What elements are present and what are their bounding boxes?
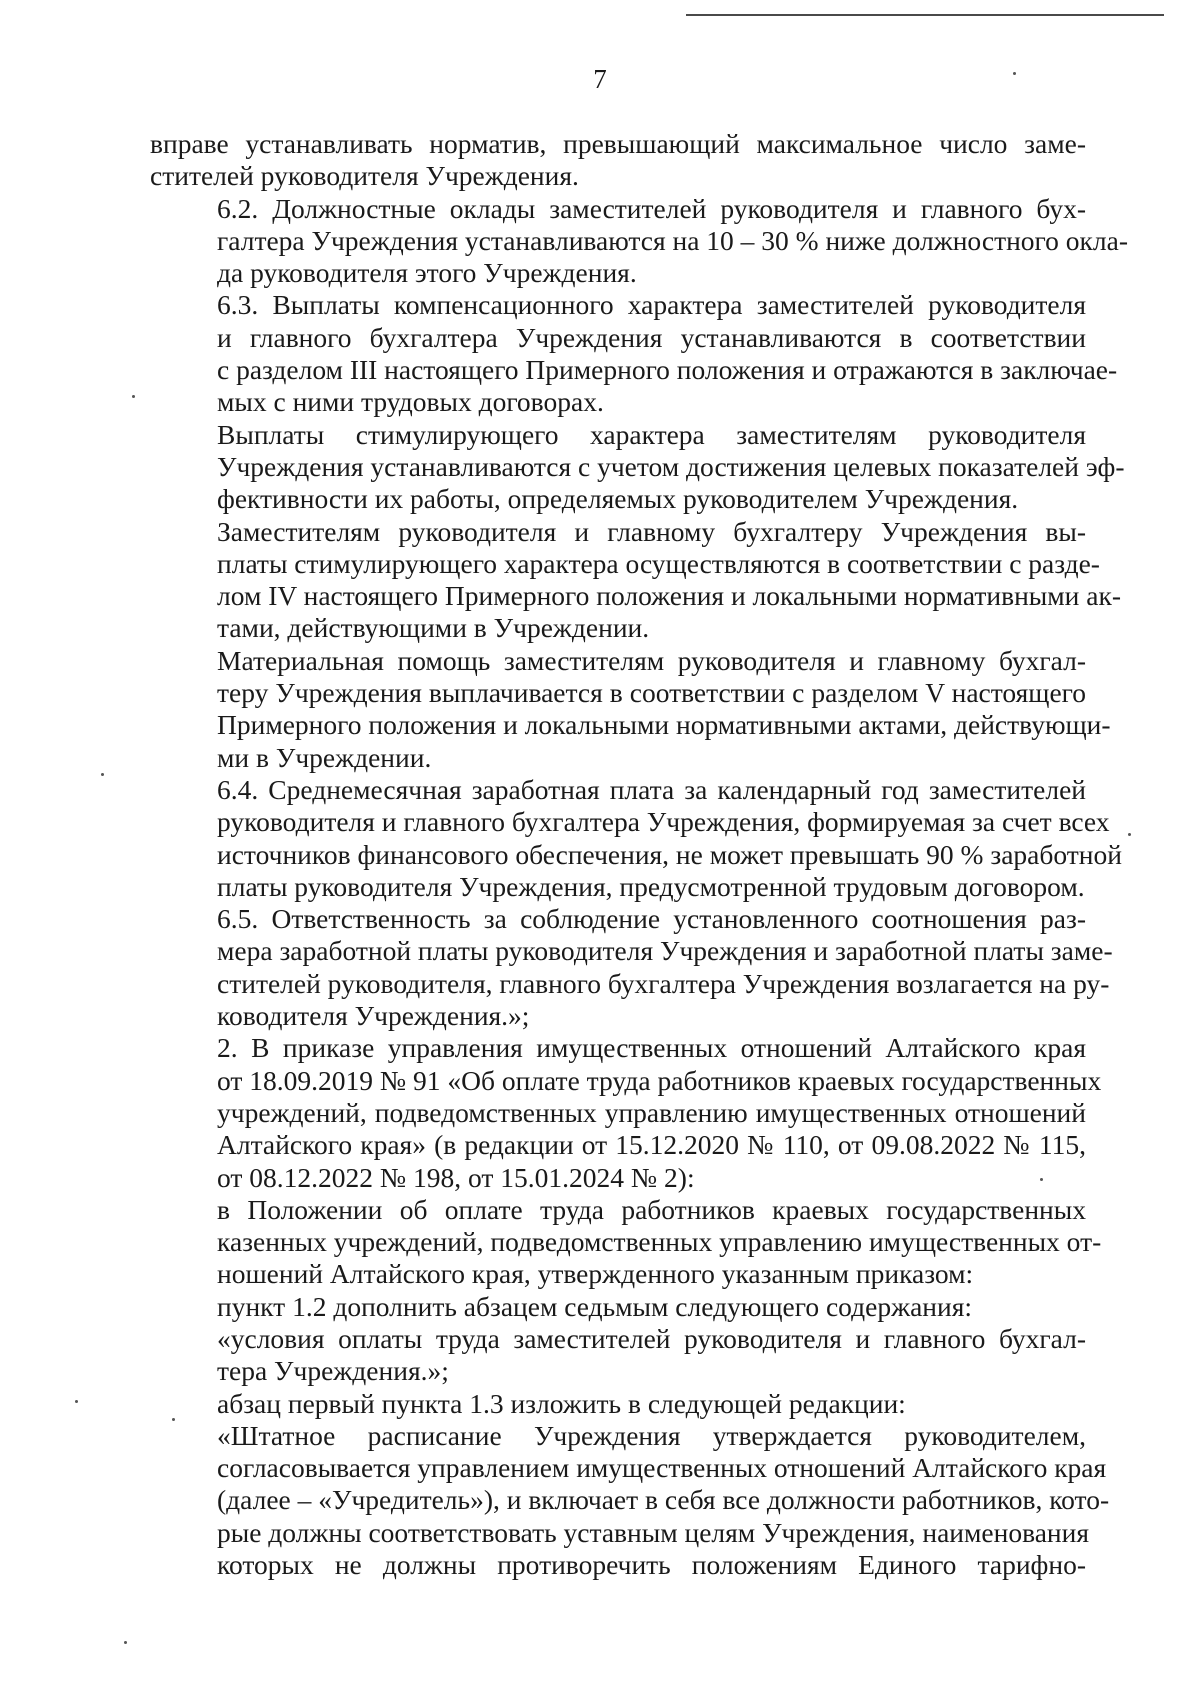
text-line: да руководителя этого Учреждения.: [217, 257, 637, 289]
paragraph-6-4: [150, 773, 1122, 903]
text-line: мера заработной платы руководителя Учреждения и заработной платы заме-: [217, 935, 1113, 967]
paragraph: [150, 418, 1125, 516]
text-line: от 08.12.2022 № 198, от 15.01.2024 № 2):: [217, 1161, 695, 1193]
paragraph: [150, 644, 1111, 774]
text-line: Учреждения устанавливаются с учетом достижения целевых показателей эф-: [217, 450, 1125, 482]
text-line: в Положении об оплате труда работников краевых государственных: [217, 1193, 1086, 1225]
scan-speck: [132, 395, 135, 398]
text-line: учреждений, подведомственных управлению имущественных отношений: [217, 1096, 1086, 1128]
top-rule: [686, 14, 1164, 16]
text-line: Алтайского края» (в редакции от 15.12.2020 № 110, от 09.08.2022 № 115,: [217, 1129, 1086, 1161]
paragraph-6-2: [150, 192, 1128, 290]
paragraph: [150, 128, 1086, 193]
page-number: 7: [593, 64, 607, 94]
text-line: платы руководителя Учреждения, предусмотренной трудовым договором.: [217, 870, 1085, 902]
text-line: с разделом III настоящего Примерного положения и отражаются в заключае-: [217, 354, 1118, 386]
text-line: тера Учреждения.»;: [217, 1355, 449, 1387]
text-line: рые должны соответствовать уставным целям Учреждения, наименования: [217, 1516, 1089, 1548]
text-line: Выплаты стимулирующего характера заместителям руководителя: [217, 418, 1086, 450]
text-line: Примерного положения и локальными нормативными актами, действующи-: [217, 709, 1111, 741]
scan-speck: [101, 773, 104, 776]
text-line: мых с ними трудовых договорах.: [217, 386, 604, 418]
text-line: казенных учреждений, подведомственных управлению имущественных от-: [217, 1226, 1102, 1258]
text-line: ми в Учреждении.: [217, 741, 432, 773]
document-body: [150, 128, 1128, 1581]
text-line: согласовывается управлением имущественных отношений Алтайского края: [217, 1452, 1107, 1484]
text-line: Материальная помощь заместителям руководителя и главному бухгал-: [217, 644, 1086, 676]
paragraph: [150, 515, 1121, 645]
text-line: лом IV настоящего Примерного положения и локальными нормативными ак-: [217, 580, 1121, 612]
text-line: фективности их работы, определяемых руководителем Учреждения.: [217, 483, 1019, 515]
scan-speck: [124, 1641, 127, 1644]
text-line: 6.4. Среднемесячная заработная плата за календарный год заместителей: [217, 773, 1086, 805]
text-line: платы стимулирующего характера осуществляются в соответствии с разде-: [217, 547, 1100, 579]
text-line: вправе устанавливать норматив, превышающий максимальное число заме-: [150, 128, 1086, 159]
text-line: ношений Алтайского края, утвержденного указанным приказом:: [217, 1258, 974, 1290]
paragraph: [150, 1388, 1086, 1420]
scan-speck: [75, 1400, 78, 1403]
text-line: стителей руководителя, главного бухгалтера Учреждения возлагается на ру-: [217, 967, 1110, 999]
text-line: от 18.09.2019 № 91 «Об оплате труда работников краевых государственных: [217, 1064, 1102, 1096]
text-line: руководителя и главного бухгалтера Учреждения, формируемая за счет всех: [217, 806, 1110, 838]
text-line: «условия оплаты труда заместителей руководителя и главного бухгал-: [217, 1322, 1086, 1354]
text-line: пункт 1.2 дополнить абзацем седьмым следующего содержания:: [217, 1290, 973, 1322]
paragraph: [150, 1193, 1102, 1291]
paragraph-6-5: [150, 903, 1113, 1032]
text-line: теру Учреждения выплачивается в соответствии с разделом V настоящего: [217, 677, 1086, 709]
paragraph-quote: [150, 1419, 1110, 1581]
text-line: «Штатное расписание Учреждения утверждается руководителем,: [217, 1419, 1086, 1451]
text-line: галтера Учреждения устанавливаются на 10 – 30 % ниже должностного окла-: [217, 224, 1128, 256]
text-line: источников финансового обеспечения, не может превышать 90 % заработной: [217, 838, 1122, 870]
text-line: 6.2. Должностные оклады заместителей руководителя и главного бух-: [217, 192, 1086, 224]
paragraph: [150, 1291, 1086, 1323]
text-line: тами, действующими в Учреждении.: [217, 612, 650, 644]
text-line: ководителя Учреждения.»;: [217, 1000, 530, 1032]
text-line: 6.5. Ответственность за соблюдение установленного соотношения раз-: [217, 903, 1086, 935]
paragraph-quote: [150, 1323, 1086, 1388]
scan-speck: [1128, 833, 1131, 836]
text-line: и главного бухгалтера Учреждения устанавливаются в соответствии: [217, 321, 1086, 353]
text-line: стителей руководителя Учреждения.: [150, 160, 579, 192]
text-line: Заместителям руководителя и главному бухгалтеру Учреждения вы-: [217, 515, 1086, 547]
scan-speck: [1013, 72, 1016, 75]
text-line: 6.3. Выплаты компенсационного характера заместителей руководителя: [217, 289, 1086, 321]
text-line: 2. В приказе управления имущественных отношений Алтайского края: [217, 1032, 1086, 1064]
paragraph-item-2: [150, 1032, 1102, 1193]
text-line: (далее – «Учредитель»), и включает в себя все должности работников, кото-: [217, 1484, 1110, 1516]
scan-speck: [1040, 1178, 1043, 1181]
text-line: абзац первый пункта 1.3 изложить в следующей редакции:: [217, 1387, 906, 1419]
scan-speck: [172, 1418, 175, 1421]
paragraph-6-3: [150, 289, 1118, 418]
text-line: которых не должны противоречить положениям Единого тарифно-: [217, 1549, 1086, 1581]
